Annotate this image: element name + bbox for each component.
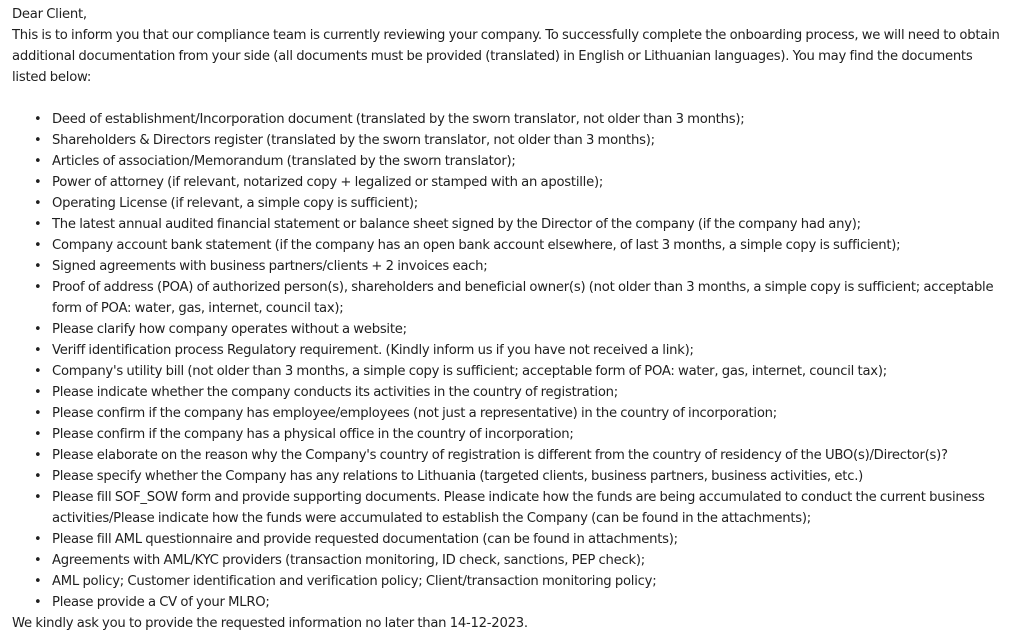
list-item-text: Please confirm if the company has a physical office in the country of incorporation; xyxy=(52,427,574,442)
bullet-icon: • xyxy=(34,532,42,547)
list-item-text: Company account bank statement (if the company has an open bank account elsewhere, of last 3 months, a simple copy is sufficient); xyxy=(52,238,901,253)
list-item-text: AML policy; Customer identification and verification policy; Client/transaction monitoring policy; xyxy=(52,574,657,589)
list-item xyxy=(34,130,1026,151)
list-item xyxy=(34,193,1026,214)
bullet-icon: • xyxy=(34,448,42,463)
list-item-text: Please elaborate on the reason why the Company's country of registration is different from the country of residency of the UBO(s)/Director(s)? xyxy=(52,448,948,463)
list-item xyxy=(34,571,1026,592)
bullet-icon: • xyxy=(34,574,42,589)
list-item-text: Articles of association/Memorandum (translated by the sworn translator); xyxy=(52,154,516,169)
list-item xyxy=(34,361,1026,382)
bullet-icon: • xyxy=(34,175,42,190)
bullet-icon: • xyxy=(34,595,42,610)
list-item xyxy=(34,151,1026,172)
bullet-icon: • xyxy=(34,469,42,484)
bullet-icon: • xyxy=(34,154,42,169)
bullet-icon: • xyxy=(34,553,42,568)
list-item xyxy=(34,592,1026,613)
list-item xyxy=(34,109,1026,130)
list-item-text: Please provide a CV of your MLRO; xyxy=(52,595,270,610)
bullet-icon: • xyxy=(34,217,42,232)
bullet-icon: • xyxy=(34,112,42,127)
list-item-text: Deed of establishment/Incorporation document (translated by the sworn translator, not older than 3 months); xyxy=(52,112,745,127)
list-item xyxy=(34,445,1026,466)
list-item xyxy=(34,424,1026,445)
list-item-text: Signed agreements with business partners/clients + 2 invoices each; xyxy=(52,259,488,274)
bullet-icon: • xyxy=(34,427,42,442)
list-item-text: Company's utility bill (not older than 3 months, a simple copy is sufficient; acceptable form of POA: water, gas, internet, council tax); xyxy=(52,364,887,379)
list-item-text: Operating License (if relevant, a simple copy is sufficient); xyxy=(52,196,418,211)
list-item xyxy=(34,277,1026,319)
list-item-text: The latest annual audited financial statement or balance sheet signed by the Director of the company (if the company had any); xyxy=(52,217,861,232)
bullet-icon: • xyxy=(34,490,42,505)
list-item-text: Please confirm if the company has employee/employees (not just a representative) in the country of incorporation; xyxy=(52,406,777,421)
list-item xyxy=(34,256,1026,277)
list-item xyxy=(34,487,1026,529)
list-item xyxy=(34,319,1026,340)
list-item-text: Please clarify how company operates without a website; xyxy=(52,322,407,337)
intro-paragraph: This is to inform you that our compliance team is currently reviewing your company. To successfully complete the onboarding process, we will need to obtain additional documentation from your side (all documents must be provided (translated) in English or Lithuanian languages). You may find the documents listed below: xyxy=(12,28,1000,85)
bullet-icon: • xyxy=(34,343,42,358)
bullet-icon: • xyxy=(34,280,42,295)
list-item-text: Agreements with AML/KYC providers (transaction monitoring, ID check, sanctions, PEP check); xyxy=(52,553,645,568)
bullet-icon: • xyxy=(34,322,42,337)
list-item xyxy=(34,550,1026,571)
bullet-icon: • xyxy=(34,385,42,400)
bullet-icon: • xyxy=(34,364,42,379)
list-item xyxy=(34,403,1026,424)
bullet-icon: • xyxy=(34,259,42,274)
bullet-icon: • xyxy=(34,133,42,148)
list-item xyxy=(34,466,1026,487)
list-item-text: Power of attorney (if relevant, notarized copy + legalized or stamped with an apostille); xyxy=(52,175,604,190)
list-item xyxy=(34,214,1026,235)
list-item-text: Please specify whether the Company has any relations to Lithuania (targeted clients, business partners, business activities, etc.) xyxy=(52,469,864,484)
bullet-icon: • xyxy=(34,406,42,421)
list-item xyxy=(34,382,1026,403)
list-item xyxy=(34,340,1026,361)
list-item-text: Veriff identification process Regulatory requirement. (Kindly inform us if you have not received a link); xyxy=(52,343,694,358)
list-item-text: Shareholders & Directors register (translated by the sworn translator, not older than 3 months); xyxy=(52,133,655,148)
bullet-icon: • xyxy=(34,196,42,211)
list-item xyxy=(34,235,1026,256)
list-item-text: Please indicate whether the company conducts its activities in the country of registration; xyxy=(52,385,618,400)
closing-line: We kindly ask you to provide the requested information no later than 14-12-2023. xyxy=(12,616,528,631)
list-item-text: Proof of address (POA) of authorized person(s), shareholders and beneficial owner(s) (not older than 3 months, a simple copy is sufficient; acceptable form of POA: water, gas, internet, council tax); xyxy=(52,280,994,316)
list-item-text: Please fill AML questionnaire and provide requested documentation (can be found in attachments); xyxy=(52,532,678,547)
list-item xyxy=(34,529,1026,550)
greeting: Dear Client, xyxy=(12,7,87,22)
list-item-text: Please fill SOF_SOW form and provide supporting documents. Please indicate how the funds are being accumulated to conduct the current business activities/Please indicate how the funds were accumulated to establish the Company (can be found in the attachments); xyxy=(52,490,985,526)
document-list xyxy=(12,109,1026,613)
list-item xyxy=(34,172,1026,193)
bullet-icon: • xyxy=(34,238,42,253)
